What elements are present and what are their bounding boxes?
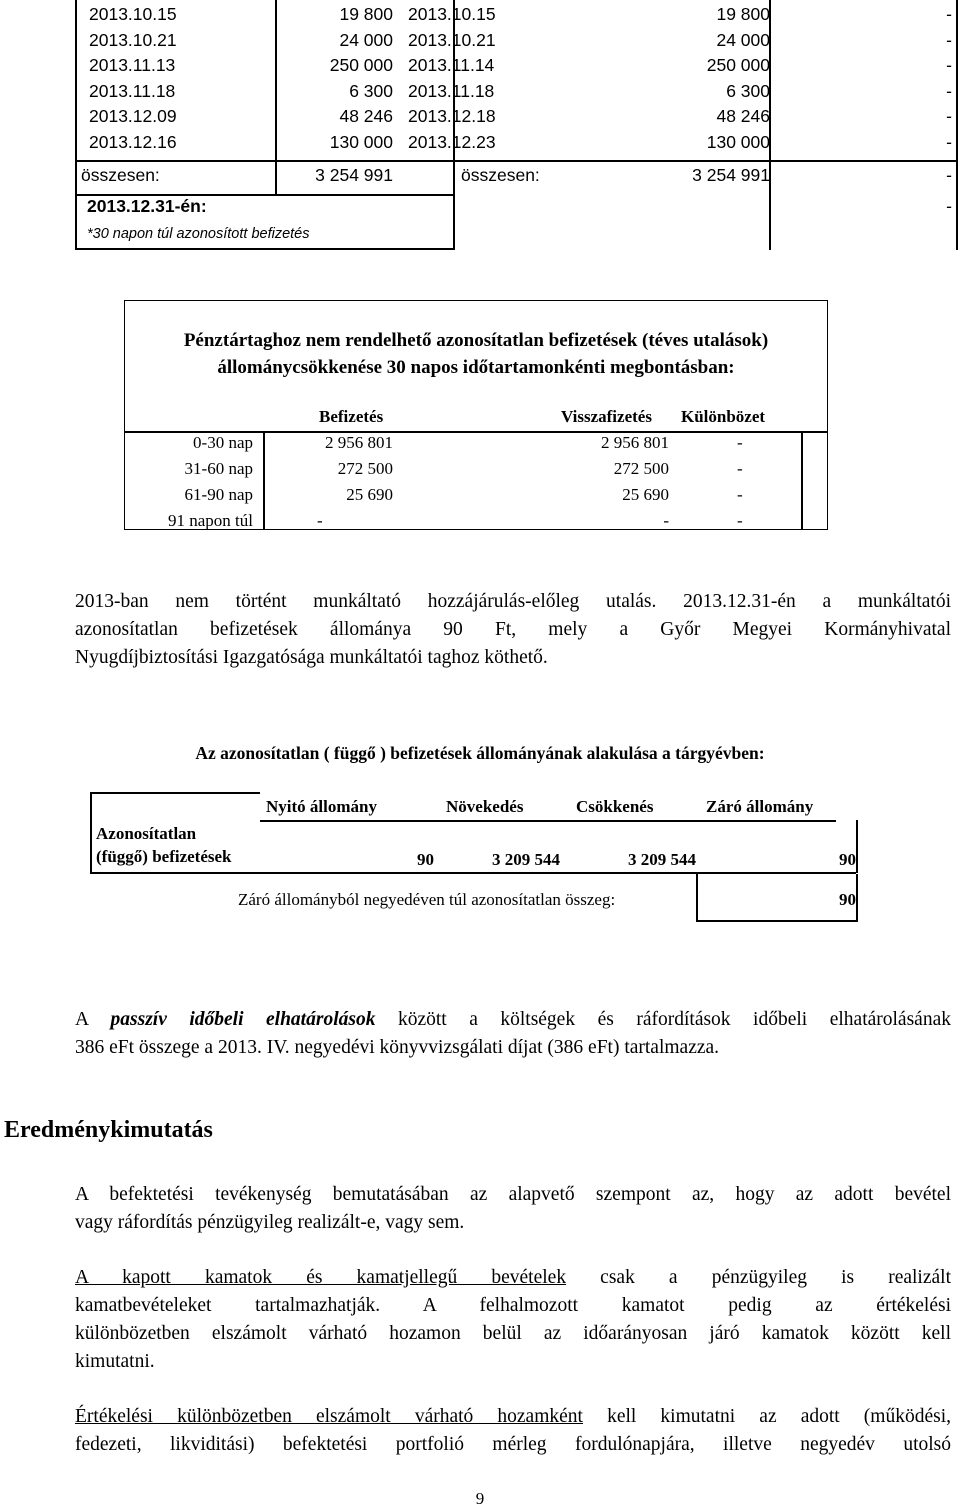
para2-line2: 386 eFt összege a 2013. IV. negyedévi könyvvizsgálati díjat (386 eFt) tartalmazza. xyxy=(75,1037,720,1058)
table-cell: 48 246 xyxy=(339,106,393,126)
table-row xyxy=(75,81,960,107)
para1-line2: azonosítatlan befizetések állománya 90 Ft, mely a Győr Megyei Kormányhivatal xyxy=(75,619,951,640)
total-row xyxy=(75,165,960,191)
table-cell: 24 000 xyxy=(716,29,770,50)
table-cell: 2013.12.09 xyxy=(89,106,177,126)
kulonbozet-value: - xyxy=(737,485,743,504)
visszafizetes-value: 25 690 xyxy=(622,485,669,504)
table-cell: 2013.11.14 xyxy=(408,55,495,75)
table-cell: - xyxy=(946,131,952,152)
table-cell: 24 000 xyxy=(339,29,393,50)
header-visszafizetes: Visszafizetés xyxy=(561,407,652,426)
header-decrease: Csökkenés xyxy=(576,797,654,816)
table-cell: 2013.12.23 xyxy=(408,131,496,152)
breakdown-title-2: állománycsökkenése 30 napos időtartamonkénti megbontásban: xyxy=(217,357,735,378)
table-cell: 2013.10.21 xyxy=(408,29,496,50)
top-table xyxy=(75,0,960,250)
breakdown-box xyxy=(124,300,828,530)
para2-line1-rest: között a költségek és ráfordítások időbeli elhatárolásának xyxy=(375,1009,951,1030)
table-row xyxy=(75,106,960,132)
para5-line1 xyxy=(75,1403,951,1431)
total-label-2: összesen: xyxy=(461,165,540,185)
table-cell: 6 300 xyxy=(726,80,770,101)
header-kulonbozet: Különbözet xyxy=(681,407,766,426)
year-end-label: 2013.12.31-én: xyxy=(87,196,207,216)
unidentified-table xyxy=(90,792,860,932)
table-cell: - xyxy=(946,4,952,24)
table-cell: 2013.10.15 xyxy=(89,4,177,24)
value-increase: 3 209 544 xyxy=(492,850,560,869)
unidentified-title: Az azonosítatlan ( függő ) befizetések állományának alakulása a tárgyévben: xyxy=(195,743,765,763)
para5-line1-rest: kell kimutatni az adott (működési, xyxy=(582,1406,952,1427)
table-cell: - xyxy=(946,80,952,101)
para4-line1-rest: csak a pénzügyileg is realizált xyxy=(566,1267,951,1288)
para4-line2: kamatbevételeket tartalmazhatják. A felhalmozott kamatot pedig az értékelési xyxy=(75,1295,951,1316)
table-cell: - xyxy=(946,29,952,50)
table-cell: - xyxy=(946,55,952,75)
table-cell: 130 000 xyxy=(706,131,770,152)
paragraph-interest xyxy=(75,1264,951,1376)
summary-label: Záró állományból negyedéven túl azonosítatlan összeg: xyxy=(238,890,616,909)
page-number: 9 xyxy=(475,1489,485,1508)
visszafizetes-value: - xyxy=(663,511,669,530)
value-closing: 90 xyxy=(839,850,856,869)
table-cell: 19 800 xyxy=(716,4,770,24)
header-increase: Növekedés xyxy=(446,797,524,816)
summary-value: 90 xyxy=(839,890,856,909)
header-opening: Nyitó állomány xyxy=(266,797,377,816)
total-diff: - xyxy=(946,165,952,185)
para2-prefix: A xyxy=(75,1009,111,1030)
table-cell: 19 800 xyxy=(339,4,393,24)
befizetes-value: 272 500 xyxy=(337,459,393,478)
para4-line1 xyxy=(75,1264,951,1292)
section-heading: Eredménykimutatás xyxy=(4,1117,213,1143)
table-cell: 2013.12.16 xyxy=(89,131,177,152)
row-label-1: Azonosítatlan xyxy=(96,824,197,843)
visszafizetes-value: 272 500 xyxy=(613,459,669,478)
table-cell: 6 300 xyxy=(349,80,393,101)
header-closing: Záró állomány xyxy=(706,797,814,816)
table-cell: 250 000 xyxy=(329,55,393,75)
row-label: 0-30 nap xyxy=(193,433,253,452)
para5-underlined: Értékelési különbözetben elszámolt várható hozamként xyxy=(75,1406,583,1427)
table-cell: 2013.11.18 xyxy=(408,80,495,101)
year-end-row xyxy=(75,196,960,222)
table-cell: - xyxy=(946,106,952,126)
table-row xyxy=(75,30,960,56)
paragraph-investment xyxy=(75,1181,951,1237)
table-cell: 2013.12.18 xyxy=(408,106,496,126)
befizetes-value: 2 956 801 xyxy=(325,433,393,452)
value-decrease: 3 209 544 xyxy=(628,850,696,869)
header-befizetes: Befizetés xyxy=(319,407,384,426)
table-row xyxy=(75,132,960,158)
befizetes-value: - xyxy=(317,511,323,530)
total-value-2: 3 254 991 xyxy=(692,165,770,185)
para1-line1: 2013-ban nem történt munkáltató hozzájárulás-előleg utalás. 2013.12.31-én a munkáltatói xyxy=(75,591,951,612)
table-cell: 48 246 xyxy=(716,106,770,126)
table-cell: 2013.10.15 xyxy=(408,4,496,24)
kulonbozet-value: - xyxy=(737,459,743,478)
para3-line1: A befektetési tevékenység bemutatásában az alapvető szempont az, hogy az adott bevétel xyxy=(75,1184,951,1205)
footnote: *30 napon túl azonosított befizetés xyxy=(87,226,310,242)
row-label: 31-60 nap xyxy=(184,459,253,478)
para4-line3: különbözetben elszámolt várható hozamon belül az időarányosan járó kamatok között kell xyxy=(75,1323,951,1344)
para5-line2: fedezeti, likviditási) befektetési portfolió mérleg fordulónapjára, illetve negyedév utolsó xyxy=(75,1434,951,1455)
paragraph-employer xyxy=(75,588,951,672)
table-cell: 2013.11.18 xyxy=(89,80,176,101)
para2-line1 xyxy=(75,1006,951,1034)
befizetes-value: 25 690 xyxy=(346,485,393,504)
breakdown-title-1: Pénztártaghoz nem rendelhető azonosítatlan befizetések (téves utalások) xyxy=(183,330,769,351)
kulonbozet-value: - xyxy=(737,511,743,530)
value-opening: 90 xyxy=(417,850,434,869)
total-value: 3 254 991 xyxy=(315,165,393,185)
table-cell: 2013.11.13 xyxy=(89,55,176,75)
row-label: 91 napon túl xyxy=(168,511,253,530)
para3-line2: vagy ráfordítás pénzügyileg realizált-e, vagy sem. xyxy=(75,1212,465,1233)
table-cell: 2013.10.21 xyxy=(89,29,177,50)
para1-line3: Nyugdíjbiztosítási Igazgatósága munkáltatói taghoz köthető. xyxy=(75,647,548,668)
para2-term: passzív időbeli elhatárolások xyxy=(110,1009,376,1030)
paragraph-valuation xyxy=(75,1403,951,1459)
total-label: összesen: xyxy=(81,165,160,185)
table-row xyxy=(75,55,960,81)
kulonbozet-value: - xyxy=(737,433,743,452)
row-label-2: (függő) befizetések xyxy=(96,847,232,866)
footnote-row xyxy=(75,226,960,252)
para4-line4: kimutatni. xyxy=(75,1351,155,1372)
table-cell: 250 000 xyxy=(706,55,770,75)
row-label: 61-90 nap xyxy=(184,485,253,504)
table-cell: 130 000 xyxy=(329,131,393,152)
visszafizetes-value: 2 956 801 xyxy=(601,433,669,452)
paragraph-accruals xyxy=(75,1006,951,1062)
table-row xyxy=(75,4,960,30)
para4-underlined: A kapott kamatok és kamatjellegű bevételek xyxy=(75,1267,567,1288)
year-end-diff: - xyxy=(946,196,952,216)
